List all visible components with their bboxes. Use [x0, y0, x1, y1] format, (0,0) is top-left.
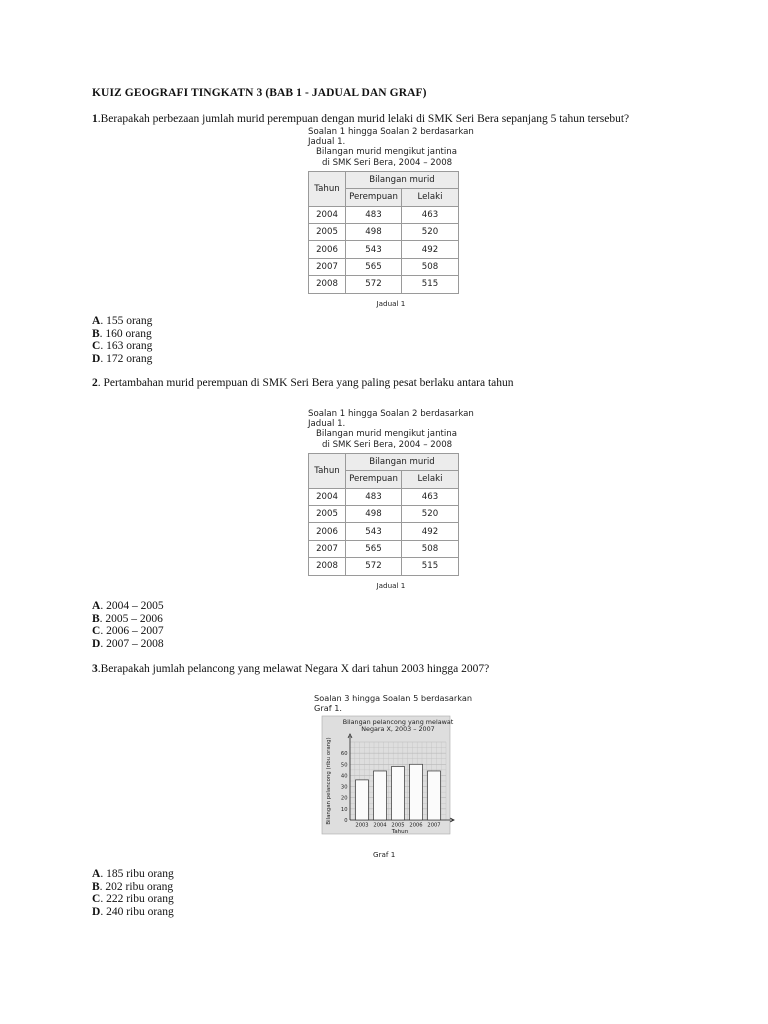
option-a[interactable]: A. 185 ribu orang — [92, 868, 174, 880]
x-tick-label: 2005 — [391, 822, 405, 829]
question-2 — [92, 377, 514, 389]
question-number: 3 — [92, 663, 98, 675]
table-row: 2005 498 520 — [309, 505, 459, 522]
question-text: .Berapakah jumlah pelancong yang melawat Negara X dari tahun 2003 hingga 2007? — [97, 663, 490, 675]
header-bilangan: Bilangan murid — [346, 171, 459, 188]
option-b[interactable]: B. 160 orang — [92, 327, 152, 340]
bar-2007 — [428, 771, 441, 820]
question-1 — [92, 113, 629, 125]
table-row: 2006 543 492 — [309, 241, 459, 258]
y-tick-label: 40 — [340, 773, 348, 780]
y-tick-label: 20 — [340, 795, 348, 802]
figure-footer: Jadual 1 — [376, 580, 406, 590]
header-bilangan: Bilangan murid — [346, 453, 459, 470]
header-tahun: Tahun — [309, 453, 346, 488]
option-d[interactable]: D. 172 orang — [92, 352, 153, 365]
table-row: 2008 572 515 — [309, 558, 459, 575]
table-row: 2006 543 492 — [309, 523, 459, 540]
tourist-bar-chart — [318, 714, 468, 844]
table-row: 2007 565 508 — [309, 258, 459, 275]
figure-caption: Graf 1. — [314, 702, 343, 713]
figure-caption: di SMK Seri Bera, 2004 – 2008 — [322, 439, 453, 450]
table-row: 2005 498 520 — [309, 223, 459, 240]
x-tick-label: 2007 — [427, 822, 441, 829]
figure-caption: Bilangan murid mengikut jantina — [316, 147, 457, 158]
q1-options — [92, 315, 152, 365]
q3-options — [92, 868, 174, 918]
header-lelaki: Lelaki — [402, 471, 459, 488]
option-c[interactable]: C. 222 ribu orang — [92, 893, 174, 906]
y-tick-label: 50 — [340, 762, 348, 769]
bar-2006 — [410, 764, 423, 820]
figure-caption: Bilangan murid mengikut jantina — [316, 429, 457, 440]
question-number: 1 — [92, 113, 98, 125]
bar-2003 — [356, 780, 369, 820]
option-d[interactable]: D. 2007 – 2008 — [92, 637, 164, 650]
x-tick-label: 2006 — [409, 822, 423, 829]
student-table — [308, 171, 459, 294]
y-tick-label: 60 — [340, 751, 348, 758]
option-c[interactable]: C. 163 orang — [92, 340, 153, 353]
option-d[interactable]: D. 240 ribu orang — [92, 905, 174, 918]
figure-caption: Soalan 1 hingga Soalan 2 berdasarkan — [308, 127, 474, 137]
figure-caption: Soalan 3 hingga Soalan 5 berdasarkan — [314, 693, 473, 703]
y-tick-label: 10 — [340, 806, 348, 813]
graph-figure — [314, 694, 472, 713]
table-figure-2 — [308, 409, 474, 590]
table-figure-1 — [308, 127, 474, 308]
question-number: 2 — [92, 377, 98, 389]
table-row: 2007 565 508 — [309, 540, 459, 557]
bar-2005 — [392, 767, 405, 820]
figure-caption: Jadual 1. — [308, 419, 346, 430]
y-tick-label: 0 — [344, 818, 348, 824]
chart-title: Bilangan pelancong yang melawat — [342, 718, 454, 726]
question-text: . Pertambahan murid perempuan di SMK Seri Bera yang paling pesat berlaku antara tahun — [97, 377, 514, 389]
figure-caption: di SMK Seri Bera, 2004 – 2008 — [322, 157, 453, 168]
page-title: KUIZ GEOGRAFI TINGKATN 3 (BAB 1 - JADUAL DAN GRAF) — [92, 87, 427, 99]
header-perempuan: Perempuan — [346, 189, 402, 206]
figure-caption: Jadual 1. — [308, 137, 346, 148]
figure-footer: Jadual 1 — [376, 298, 406, 308]
option-a[interactable]: A. 155 orang — [92, 315, 153, 327]
header-tahun: Tahun — [309, 171, 346, 206]
bar-2004 — [374, 771, 387, 820]
q2-options — [92, 600, 164, 650]
table-row: 2004 483 463 — [309, 488, 459, 505]
question-text: .Berapakah perbezaan jumlah murid perempuan dengan murid lelaki di SMK Seri Bera sepanjang 5 tahun tersebut? — [97, 113, 630, 125]
x-axis-label: Tahun — [391, 829, 409, 835]
chart-title: Negara X, 2003 – 2007 — [361, 725, 435, 733]
figure-caption: Soalan 1 hingga Soalan 2 berdasarkan — [308, 409, 474, 419]
table-row: 2008 572 515 — [309, 276, 459, 293]
option-a[interactable]: A. 2004 – 2005 — [92, 600, 164, 612]
option-b[interactable]: B. 202 ribu orang — [92, 880, 174, 893]
header-lelaki: Lelaki — [402, 189, 459, 206]
header-perempuan: Perempuan — [346, 471, 402, 488]
y-axis-label: Bilangan pelancong (ribu orang) — [326, 737, 332, 825]
figure-footer: Graf 1 — [373, 850, 396, 859]
y-tick-label: 30 — [340, 784, 348, 791]
student-table — [308, 453, 459, 576]
option-b[interactable]: B. 2005 – 2006 — [92, 612, 163, 625]
x-tick-label: 2003 — [355, 822, 369, 829]
question-3 — [92, 663, 489, 675]
option-c[interactable]: C. 2006 – 2007 — [92, 625, 164, 638]
table-row: 2004 483 463 — [309, 206, 459, 223]
x-tick-label: 2004 — [373, 822, 387, 829]
